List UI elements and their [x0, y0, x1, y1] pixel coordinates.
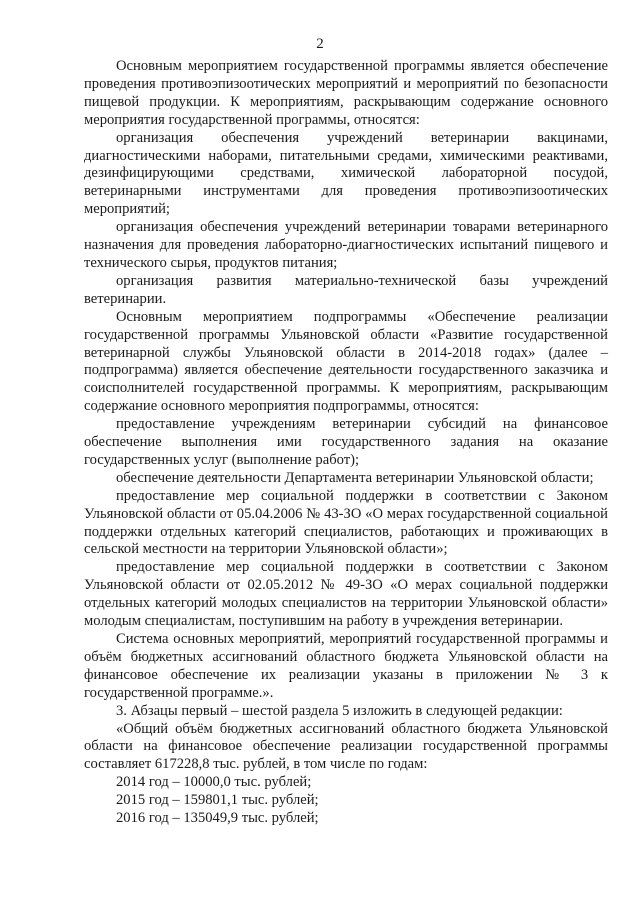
page-number: 2: [316, 36, 324, 52]
paragraph-subsidies: предоставление учреждениям ветеринарии субсидий на финансовое обеспечение выполнения ими государственного задания на оказание государственных услуг (выполнение работ);: [84, 416, 608, 468]
paragraph-material-base: организация развития материально-технической базы учреждений ветеринарии.: [84, 272, 608, 307]
paragraph-system: Система основных мероприятий, мероприятий государственной программы и объём бюджетных ассигнований областного бюджета Ульяновской области на финансовое обеспечение их реализации указаны в приложении № 3 к государственной программе.».: [84, 631, 608, 701]
budget-year-2014: 2014 год – 10000,0 тыс. рублей;: [116, 774, 312, 791]
paragraph-total-budget: «Общий объём бюджетных ассигнований областного бюджета Ульяновской области на финансовое обеспечение реализации государственной программы составляет 617228,8 тыс. рублей, в том числе по годам:: [84, 720, 608, 773]
document-body: [84, 58, 608, 828]
paragraph-law-49: предоставление мер социальной поддержки в соответствии с Законом Ульяновской области от 02.05.2012 № 49-ЗО «О мерах социальной поддержки отдельных категорий молодых специалистов на территории Ульяновской области» молодым специалистам, поступившим на работу в учреждения ветеринарии.: [84, 559, 608, 630]
budget-year-2015: 2015 год – 159801,1 тыс. рублей;: [116, 792, 319, 809]
paragraph-law-43: предоставление мер социальной поддержки в соответствии с Законом Ульяновской области от 05.04.2006 № 43-ЗО «О мерах государственной социальной поддержки отдельных категорий специалистов, работающих и проживающих в сельской местности на территории Ульяновской области»;: [84, 487, 608, 558]
paragraph-section-5: 3. Абзацы первый – шестой раздела 5 изложить в следующей редакции:: [116, 702, 563, 719]
paragraph-subprogram: Основным мероприятием подпрограммы «Обеспечение реализации государственной программы Ульяновской области «Развитие государственной ветеринарной службы Ульяновской области в 2014-2018 годах» (далее – подпрограмма) является обеспечение деятельности государственного заказчика и соисполнителей государственной программы. К мероприятиям, раскрывающим содержание основного мероприятия подпрограммы, относятся:: [84, 308, 608, 415]
budget-year-2016: 2016 год – 135049,9 тыс. рублей;: [116, 810, 319, 827]
paragraph-department: обеспечение деятельности Департамента ветеринарии Ульяновской области;: [116, 469, 594, 486]
paragraph-vet-goods: организация обеспечения учреждений ветеринарии товарами ветеринарного назначения для проведения лабораторно-диагностических испытаний пищевого и технического сырья, продуктов питания;: [84, 219, 608, 271]
paragraph-main-activity: Основным мероприятием государственной программы является обеспечение проведения противоэпизоотических мероприятий и мероприятий по безопасности пищевой продукции. К мероприятиям, раскрывающим содержание основного мероприятия государственной программы, относятся:: [84, 58, 608, 128]
paragraph-vaccines: организация обеспечения учреждений ветеринарии вакцинами, диагностическими наборами, питательными средами, химическими реактивами, дезинфицирующими средствами, химической лабораторной посудой, ветеринарными инструментами для проведения противоэпизоотических мероприятий;: [84, 129, 608, 218]
